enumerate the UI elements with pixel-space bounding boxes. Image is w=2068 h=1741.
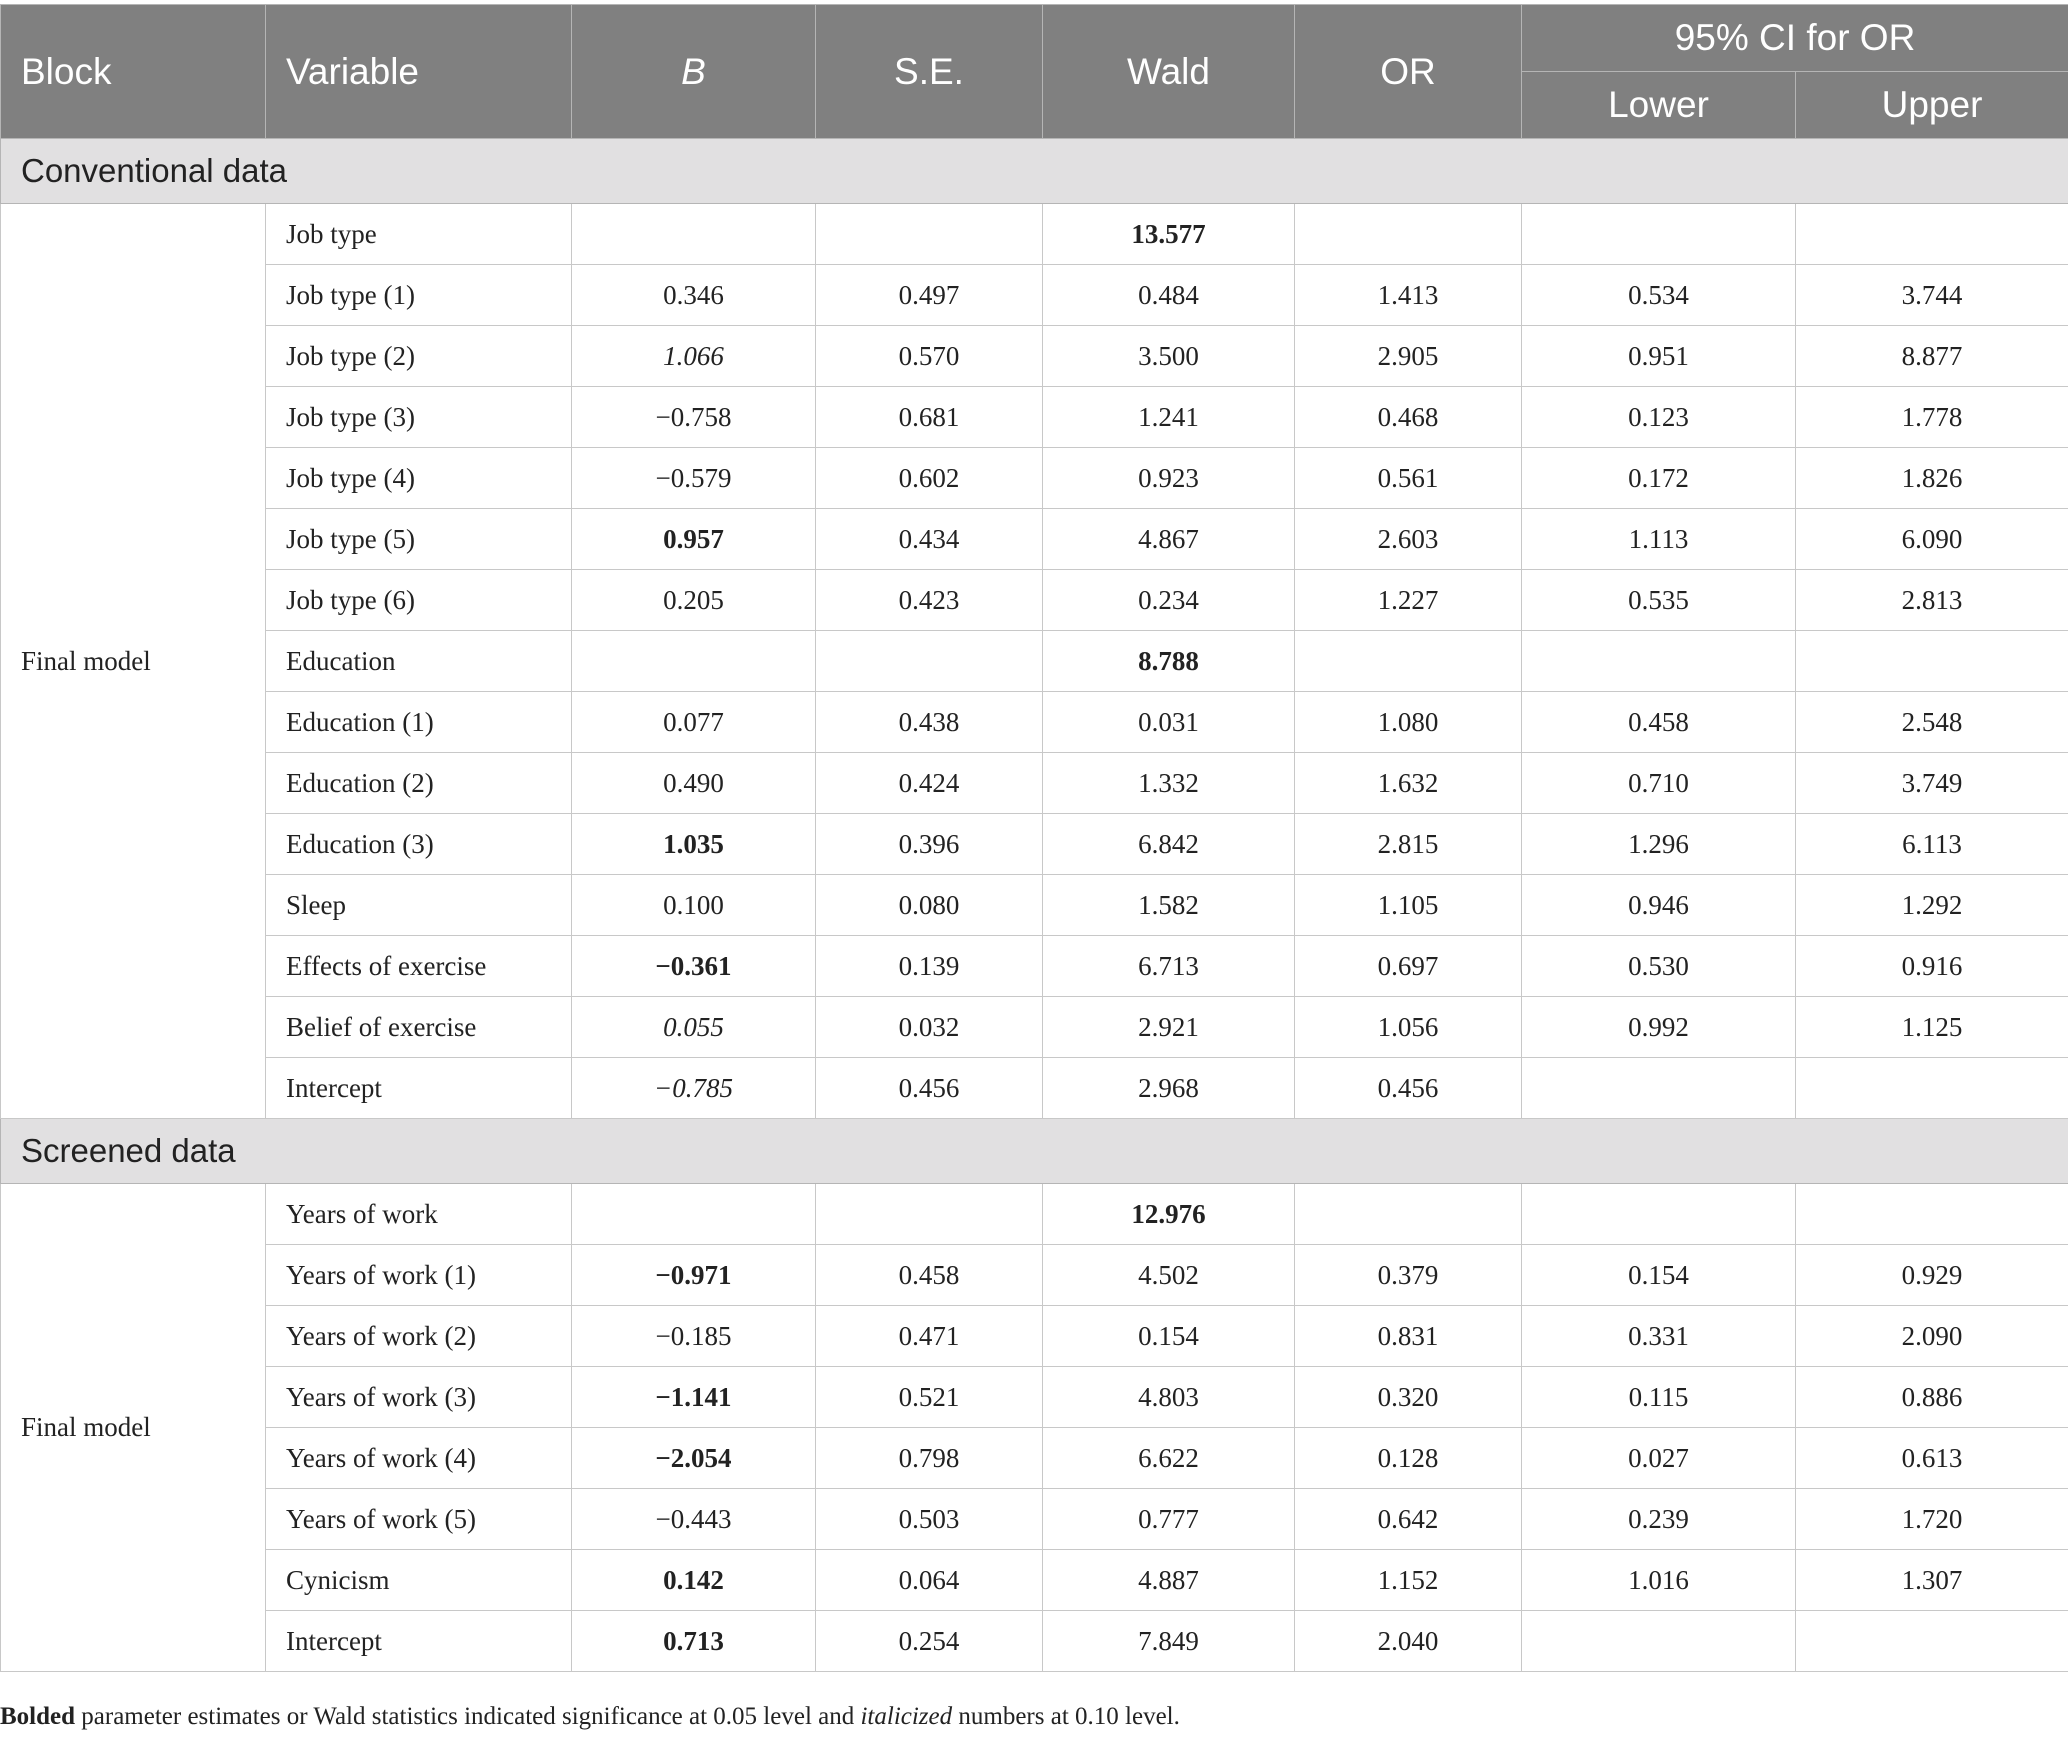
header-se: S.E. bbox=[816, 5, 1043, 139]
variable-cell: Job type (6) bbox=[266, 570, 572, 631]
se-cell: 0.434 bbox=[816, 509, 1043, 570]
section-title: Screened data bbox=[1, 1119, 2068, 1184]
or-cell: 0.379 bbox=[1295, 1245, 1522, 1306]
table-row bbox=[1, 1245, 2068, 1306]
b-cell: −0.971 bbox=[572, 1245, 816, 1306]
b-cell: 1.035 bbox=[572, 814, 816, 875]
header-or: OR bbox=[1295, 5, 1522, 139]
block-cell: Final model bbox=[1, 204, 266, 1119]
wald-cell: 4.502 bbox=[1043, 1245, 1295, 1306]
b-cell: 0.713 bbox=[572, 1611, 816, 1672]
or-cell: 2.905 bbox=[1295, 326, 1522, 387]
b-cell: 0.100 bbox=[572, 875, 816, 936]
wald-cell: 4.803 bbox=[1043, 1367, 1295, 1428]
table-row bbox=[1, 875, 2068, 936]
lower-cell: 1.113 bbox=[1522, 509, 1796, 570]
or-cell: 1.080 bbox=[1295, 692, 1522, 753]
wald-cell: 13.577 bbox=[1043, 204, 1295, 265]
header-ci: 95% CI for OR bbox=[1522, 5, 2068, 72]
se-cell: 0.456 bbox=[816, 1058, 1043, 1119]
se-cell: 0.681 bbox=[816, 387, 1043, 448]
wald-cell: 1.332 bbox=[1043, 753, 1295, 814]
variable-cell: Education (3) bbox=[266, 814, 572, 875]
header-wald: Wald bbox=[1043, 5, 1295, 139]
lower-cell: 1.016 bbox=[1522, 1550, 1796, 1611]
b-cell: 0.077 bbox=[572, 692, 816, 753]
wald-cell: 1.241 bbox=[1043, 387, 1295, 448]
b-cell: −0.443 bbox=[572, 1489, 816, 1550]
lower-cell: 0.534 bbox=[1522, 265, 1796, 326]
upper-cell: 0.929 bbox=[1796, 1245, 2068, 1306]
table-row bbox=[1, 1306, 2068, 1367]
wald-cell: 2.921 bbox=[1043, 997, 1295, 1058]
lower-cell: 0.946 bbox=[1522, 875, 1796, 936]
wald-cell: 1.582 bbox=[1043, 875, 1295, 936]
upper-cell bbox=[1796, 1611, 2068, 1672]
variable-cell: Education (2) bbox=[266, 753, 572, 814]
b-cell: 0.490 bbox=[572, 753, 816, 814]
wald-cell: 6.842 bbox=[1043, 814, 1295, 875]
variable-cell: Years of work bbox=[266, 1184, 572, 1245]
footnote-bold: Bolded bbox=[0, 1703, 76, 1730]
b-cell: 0.957 bbox=[572, 509, 816, 570]
or-cell bbox=[1295, 204, 1522, 265]
se-cell: 0.254 bbox=[816, 1611, 1043, 1672]
variable-cell: Belief of exercise bbox=[266, 997, 572, 1058]
table-row bbox=[1, 1367, 2068, 1428]
table-row bbox=[1, 1428, 2068, 1489]
variable-cell: Years of work (1) bbox=[266, 1245, 572, 1306]
or-cell: 0.831 bbox=[1295, 1306, 1522, 1367]
table-row bbox=[1, 1184, 2068, 1245]
b-cell: 0.346 bbox=[572, 265, 816, 326]
lower-cell bbox=[1522, 631, 1796, 692]
header-variable: Variable bbox=[266, 5, 572, 139]
section-header-row bbox=[1, 139, 2068, 204]
b-cell bbox=[572, 204, 816, 265]
wald-cell: 0.031 bbox=[1043, 692, 1295, 753]
results-table-wrapper bbox=[0, 4, 2068, 1672]
or-cell: 0.697 bbox=[1295, 936, 1522, 997]
b-cell bbox=[572, 1184, 816, 1245]
se-cell: 0.064 bbox=[816, 1550, 1043, 1611]
or-cell: 1.152 bbox=[1295, 1550, 1522, 1611]
header-upper: Upper bbox=[1796, 72, 2068, 139]
or-cell: 0.561 bbox=[1295, 448, 1522, 509]
b-cell bbox=[572, 631, 816, 692]
header-block: Block bbox=[1, 5, 266, 139]
lower-cell: 0.172 bbox=[1522, 448, 1796, 509]
table-row bbox=[1, 814, 2068, 875]
b-cell: −0.579 bbox=[572, 448, 816, 509]
or-cell: 2.815 bbox=[1295, 814, 1522, 875]
lower-cell: 0.530 bbox=[1522, 936, 1796, 997]
lower-cell: 0.331 bbox=[1522, 1306, 1796, 1367]
se-cell: 0.497 bbox=[816, 265, 1043, 326]
variable-cell: Years of work (3) bbox=[266, 1367, 572, 1428]
upper-cell: 1.307 bbox=[1796, 1550, 2068, 1611]
variable-cell: Job type (1) bbox=[266, 265, 572, 326]
b-cell: −0.361 bbox=[572, 936, 816, 997]
upper-cell: 1.778 bbox=[1796, 387, 2068, 448]
table-row bbox=[1, 1489, 2068, 1550]
wald-cell: 0.154 bbox=[1043, 1306, 1295, 1367]
se-cell: 0.032 bbox=[816, 997, 1043, 1058]
se-cell bbox=[816, 631, 1043, 692]
wald-cell: 4.867 bbox=[1043, 509, 1295, 570]
b-cell: 0.205 bbox=[572, 570, 816, 631]
se-cell: 0.798 bbox=[816, 1428, 1043, 1489]
section-title: Conventional data bbox=[1, 139, 2068, 204]
upper-cell: 2.090 bbox=[1796, 1306, 2068, 1367]
table-row bbox=[1, 448, 2068, 509]
table-header bbox=[1, 5, 2068, 139]
wald-cell: 7.849 bbox=[1043, 1611, 1295, 1672]
table-row bbox=[1, 692, 2068, 753]
wald-cell: 8.788 bbox=[1043, 631, 1295, 692]
table-row bbox=[1, 753, 2068, 814]
or-cell: 2.040 bbox=[1295, 1611, 1522, 1672]
regression-table bbox=[0, 4, 2068, 1672]
variable-cell: Years of work (4) bbox=[266, 1428, 572, 1489]
b-cell: 1.066 bbox=[572, 326, 816, 387]
se-cell: 0.602 bbox=[816, 448, 1043, 509]
table-row bbox=[1, 631, 2068, 692]
or-cell: 0.320 bbox=[1295, 1367, 1522, 1428]
or-cell: 1.056 bbox=[1295, 997, 1522, 1058]
or-cell: 1.105 bbox=[1295, 875, 1522, 936]
upper-cell: 0.916 bbox=[1796, 936, 2068, 997]
upper-cell: 1.720 bbox=[1796, 1489, 2068, 1550]
lower-cell: 1.296 bbox=[1522, 814, 1796, 875]
table-body bbox=[1, 139, 2068, 1672]
upper-cell bbox=[1796, 1058, 2068, 1119]
wald-cell: 12.976 bbox=[1043, 1184, 1295, 1245]
upper-cell bbox=[1796, 631, 2068, 692]
se-cell: 0.424 bbox=[816, 753, 1043, 814]
b-cell: −2.054 bbox=[572, 1428, 816, 1489]
se-cell: 0.471 bbox=[816, 1306, 1043, 1367]
upper-cell: 8.877 bbox=[1796, 326, 2068, 387]
upper-cell: 3.744 bbox=[1796, 265, 2068, 326]
or-cell bbox=[1295, 1184, 1522, 1245]
b-cell: −0.185 bbox=[572, 1306, 816, 1367]
table-row bbox=[1, 509, 2068, 570]
table-row bbox=[1, 265, 2068, 326]
variable-cell: Job type (3) bbox=[266, 387, 572, 448]
variable-cell: Job type (4) bbox=[266, 448, 572, 509]
or-cell: 0.128 bbox=[1295, 1428, 1522, 1489]
upper-cell: 0.613 bbox=[1796, 1428, 2068, 1489]
wald-cell: 2.968 bbox=[1043, 1058, 1295, 1119]
se-cell: 0.423 bbox=[816, 570, 1043, 631]
upper-cell: 0.886 bbox=[1796, 1367, 2068, 1428]
or-cell: 0.642 bbox=[1295, 1489, 1522, 1550]
or-cell: 2.603 bbox=[1295, 509, 1522, 570]
variable-cell: Cynicism bbox=[266, 1550, 572, 1611]
footnote-middle: parameter estimates or Wald statistics indicated significance at 0.05 level and bbox=[75, 1703, 861, 1730]
section-header-row bbox=[1, 1119, 2068, 1184]
upper-cell: 3.749 bbox=[1796, 753, 2068, 814]
lower-cell: 0.992 bbox=[1522, 997, 1796, 1058]
upper-cell: 1.826 bbox=[1796, 448, 2068, 509]
se-cell: 0.503 bbox=[816, 1489, 1043, 1550]
lower-cell bbox=[1522, 1058, 1796, 1119]
variable-cell: Job type bbox=[266, 204, 572, 265]
header-lower: Lower bbox=[1522, 72, 1796, 139]
lower-cell bbox=[1522, 1184, 1796, 1245]
upper-cell: 6.113 bbox=[1796, 814, 2068, 875]
b-cell: −0.758 bbox=[572, 387, 816, 448]
wald-cell: 6.713 bbox=[1043, 936, 1295, 997]
se-cell: 0.139 bbox=[816, 936, 1043, 997]
variable-cell: Years of work (5) bbox=[266, 1489, 572, 1550]
table-row bbox=[1, 387, 2068, 448]
or-cell: 1.632 bbox=[1295, 753, 1522, 814]
table-row bbox=[1, 1550, 2068, 1611]
lower-cell bbox=[1522, 1611, 1796, 1672]
wald-cell: 0.777 bbox=[1043, 1489, 1295, 1550]
or-cell: 0.456 bbox=[1295, 1058, 1522, 1119]
variable-cell: Years of work (2) bbox=[266, 1306, 572, 1367]
se-cell: 0.080 bbox=[816, 875, 1043, 936]
variable-cell: Intercept bbox=[266, 1611, 572, 1672]
table-row bbox=[1, 1058, 2068, 1119]
lower-cell: 0.710 bbox=[1522, 753, 1796, 814]
table-row bbox=[1, 326, 2068, 387]
variable-cell: Job type (5) bbox=[266, 509, 572, 570]
se-cell: 0.570 bbox=[816, 326, 1043, 387]
b-cell: 0.055 bbox=[572, 997, 816, 1058]
variable-cell: Job type (2) bbox=[266, 326, 572, 387]
lower-cell: 0.535 bbox=[1522, 570, 1796, 631]
lower-cell: 0.123 bbox=[1522, 387, 1796, 448]
header-b: B bbox=[572, 5, 816, 139]
wald-cell: 0.234 bbox=[1043, 570, 1295, 631]
upper-cell: 2.813 bbox=[1796, 570, 2068, 631]
variable-cell: Sleep bbox=[266, 875, 572, 936]
table-row bbox=[1, 1611, 2068, 1672]
footnote-italic: italicized bbox=[860, 1703, 953, 1730]
se-cell: 0.438 bbox=[816, 692, 1043, 753]
wald-cell: 0.923 bbox=[1043, 448, 1295, 509]
or-cell: 1.227 bbox=[1295, 570, 1522, 631]
wald-cell: 6.622 bbox=[1043, 1428, 1295, 1489]
or-cell bbox=[1295, 631, 1522, 692]
se-cell: 0.396 bbox=[816, 814, 1043, 875]
upper-cell: 6.090 bbox=[1796, 509, 2068, 570]
lower-cell: 0.154 bbox=[1522, 1245, 1796, 1306]
upper-cell: 1.125 bbox=[1796, 997, 2068, 1058]
table-row bbox=[1, 997, 2068, 1058]
footnote-end: numbers at 0.10 level. bbox=[952, 1703, 1180, 1730]
table-row bbox=[1, 936, 2068, 997]
lower-cell: 0.027 bbox=[1522, 1428, 1796, 1489]
wald-cell: 4.887 bbox=[1043, 1550, 1295, 1611]
b-cell: −0.785 bbox=[572, 1058, 816, 1119]
se-cell: 0.458 bbox=[816, 1245, 1043, 1306]
se-cell: 0.521 bbox=[816, 1367, 1043, 1428]
lower-cell: 0.458 bbox=[1522, 692, 1796, 753]
table-row bbox=[1, 204, 2068, 265]
b-cell: −1.141 bbox=[572, 1367, 816, 1428]
variable-cell: Effects of exercise bbox=[266, 936, 572, 997]
se-cell bbox=[816, 204, 1043, 265]
table-row bbox=[1, 570, 2068, 631]
variable-cell: Intercept bbox=[266, 1058, 572, 1119]
upper-cell bbox=[1796, 204, 2068, 265]
wald-cell: 3.500 bbox=[1043, 326, 1295, 387]
upper-cell: 2.548 bbox=[1796, 692, 2068, 753]
se-cell bbox=[816, 1184, 1043, 1245]
lower-cell: 0.239 bbox=[1522, 1489, 1796, 1550]
variable-cell: Education (1) bbox=[266, 692, 572, 753]
lower-cell bbox=[1522, 204, 1796, 265]
table-footnote bbox=[0, 1703, 1180, 1731]
or-cell: 1.413 bbox=[1295, 265, 1522, 326]
variable-cell: Education bbox=[266, 631, 572, 692]
wald-cell: 0.484 bbox=[1043, 265, 1295, 326]
lower-cell: 0.951 bbox=[1522, 326, 1796, 387]
block-cell: Final model bbox=[1, 1184, 266, 1672]
lower-cell: 0.115 bbox=[1522, 1367, 1796, 1428]
upper-cell: 1.292 bbox=[1796, 875, 2068, 936]
b-cell: 0.142 bbox=[572, 1550, 816, 1611]
upper-cell bbox=[1796, 1184, 2068, 1245]
or-cell: 0.468 bbox=[1295, 387, 1522, 448]
